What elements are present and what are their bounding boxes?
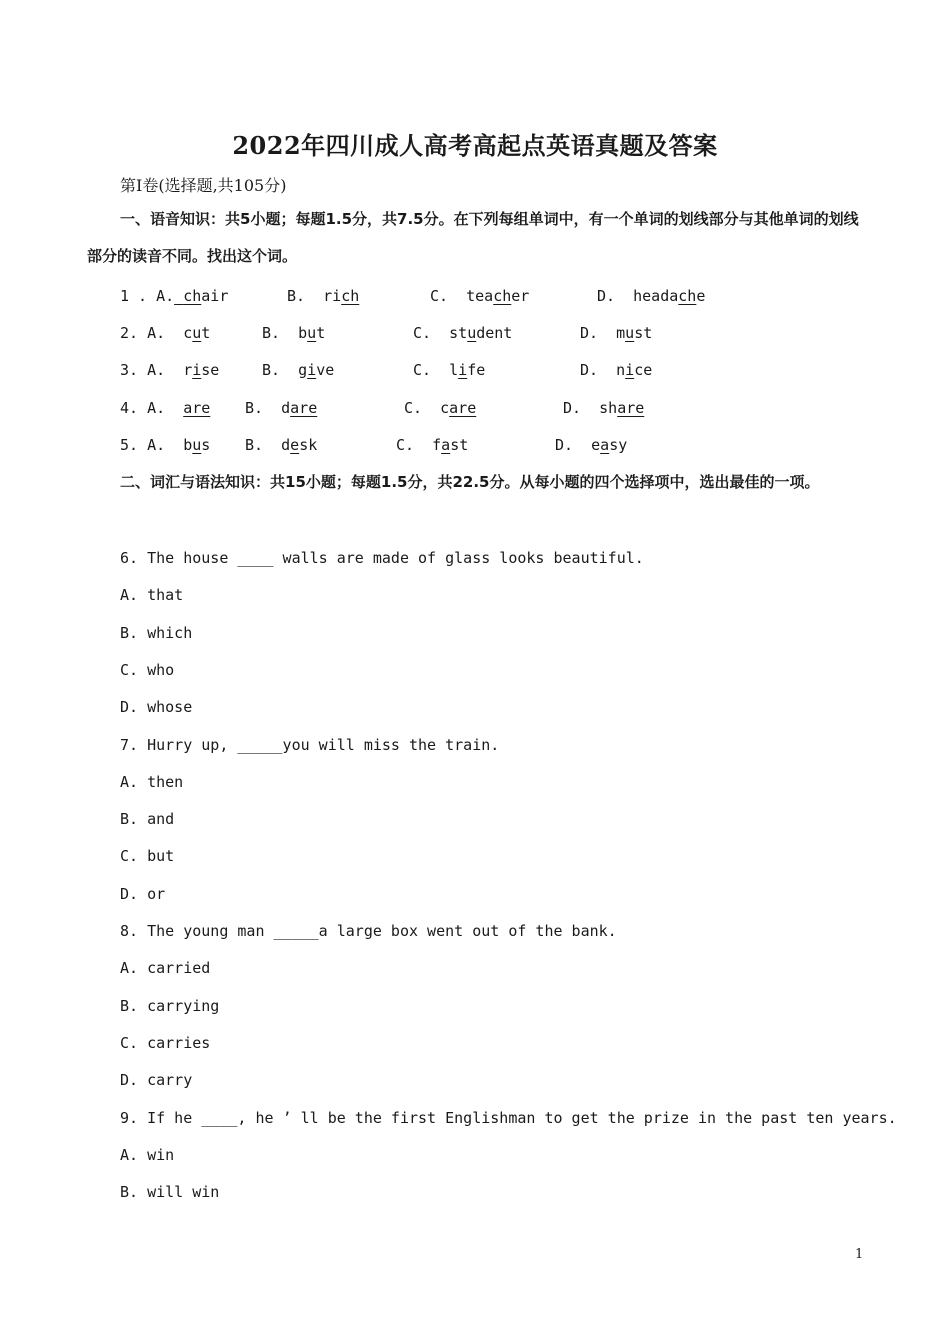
option-b: B. but xyxy=(262,324,326,342)
option-d: D. easy xyxy=(555,436,628,454)
option-a: 3. A. rise xyxy=(120,361,220,379)
option-b: B. rich xyxy=(287,287,360,305)
option-d: D. share xyxy=(563,399,645,417)
option-c: C. fast xyxy=(396,436,469,454)
answer-option: B. and xyxy=(120,810,175,829)
answer-option: A. that xyxy=(120,586,184,605)
answer-option: B. which xyxy=(120,623,193,642)
option-c: C. life xyxy=(413,361,486,379)
question-stem: 8. The young man _____a large box went out of the bank. xyxy=(120,922,617,940)
document-title: 2022年四川成人高考高起点英语真题及答案 xyxy=(232,131,718,160)
option-d: D. headache xyxy=(597,287,706,305)
question-stem: 9. If he ____, he ’ ll be the first Englishman to get the prize in the past ten years. xyxy=(120,1108,897,1127)
option-b: B. dare xyxy=(245,399,318,417)
option-a: 5. A. bus xyxy=(120,436,211,454)
question-stem: 7. Hurry up, _____you will miss the train. xyxy=(120,735,500,754)
option-d: D. must xyxy=(580,324,653,342)
answer-option: A. win xyxy=(120,1145,175,1164)
option-c: C. care xyxy=(404,399,477,417)
page-number: 1 xyxy=(855,1247,864,1262)
answer-option: D. or xyxy=(120,884,166,903)
option-c: C. student xyxy=(413,324,513,342)
answer-option: D. carry xyxy=(120,1071,193,1090)
answer-option: C. carries xyxy=(120,1033,211,1052)
option-c: C. teacher xyxy=(430,287,530,305)
part-heading: 第I卷(选择题,共105分) xyxy=(120,176,287,195)
option-b: B. desk xyxy=(245,436,318,454)
answer-option: C. who xyxy=(120,660,175,679)
option-b: B. give xyxy=(262,361,335,379)
answer-option: B. will win xyxy=(120,1183,220,1202)
answer-option: B. carrying xyxy=(120,996,220,1015)
section2-heading: 二、词汇与语法知识：共15小题；每题1.5分，共22.5分。从每小题的四个选择项中，选出最佳的一项。 xyxy=(120,473,820,491)
section1-heading: 一、语音知识：共5小题；每题1.5分，共7.5分。在下列每组单词中，有一个单词的划线部分与其他单词的划线部分的读音不同。找出这个词。 xyxy=(87,210,859,265)
question-stem: 6. The house ____ walls are made of glass looks beautiful. xyxy=(120,549,644,567)
option-a: 4. A. are xyxy=(120,399,211,417)
option-d: D. nice xyxy=(580,361,653,379)
option-a: 2. A. cut xyxy=(120,324,211,342)
answer-option: A. carried xyxy=(120,959,211,978)
answer-option: C. but xyxy=(120,847,175,866)
answer-option: D. whose xyxy=(120,698,193,717)
answer-option: A. then xyxy=(120,772,184,791)
option-a: 1 . A._chair xyxy=(120,287,229,305)
